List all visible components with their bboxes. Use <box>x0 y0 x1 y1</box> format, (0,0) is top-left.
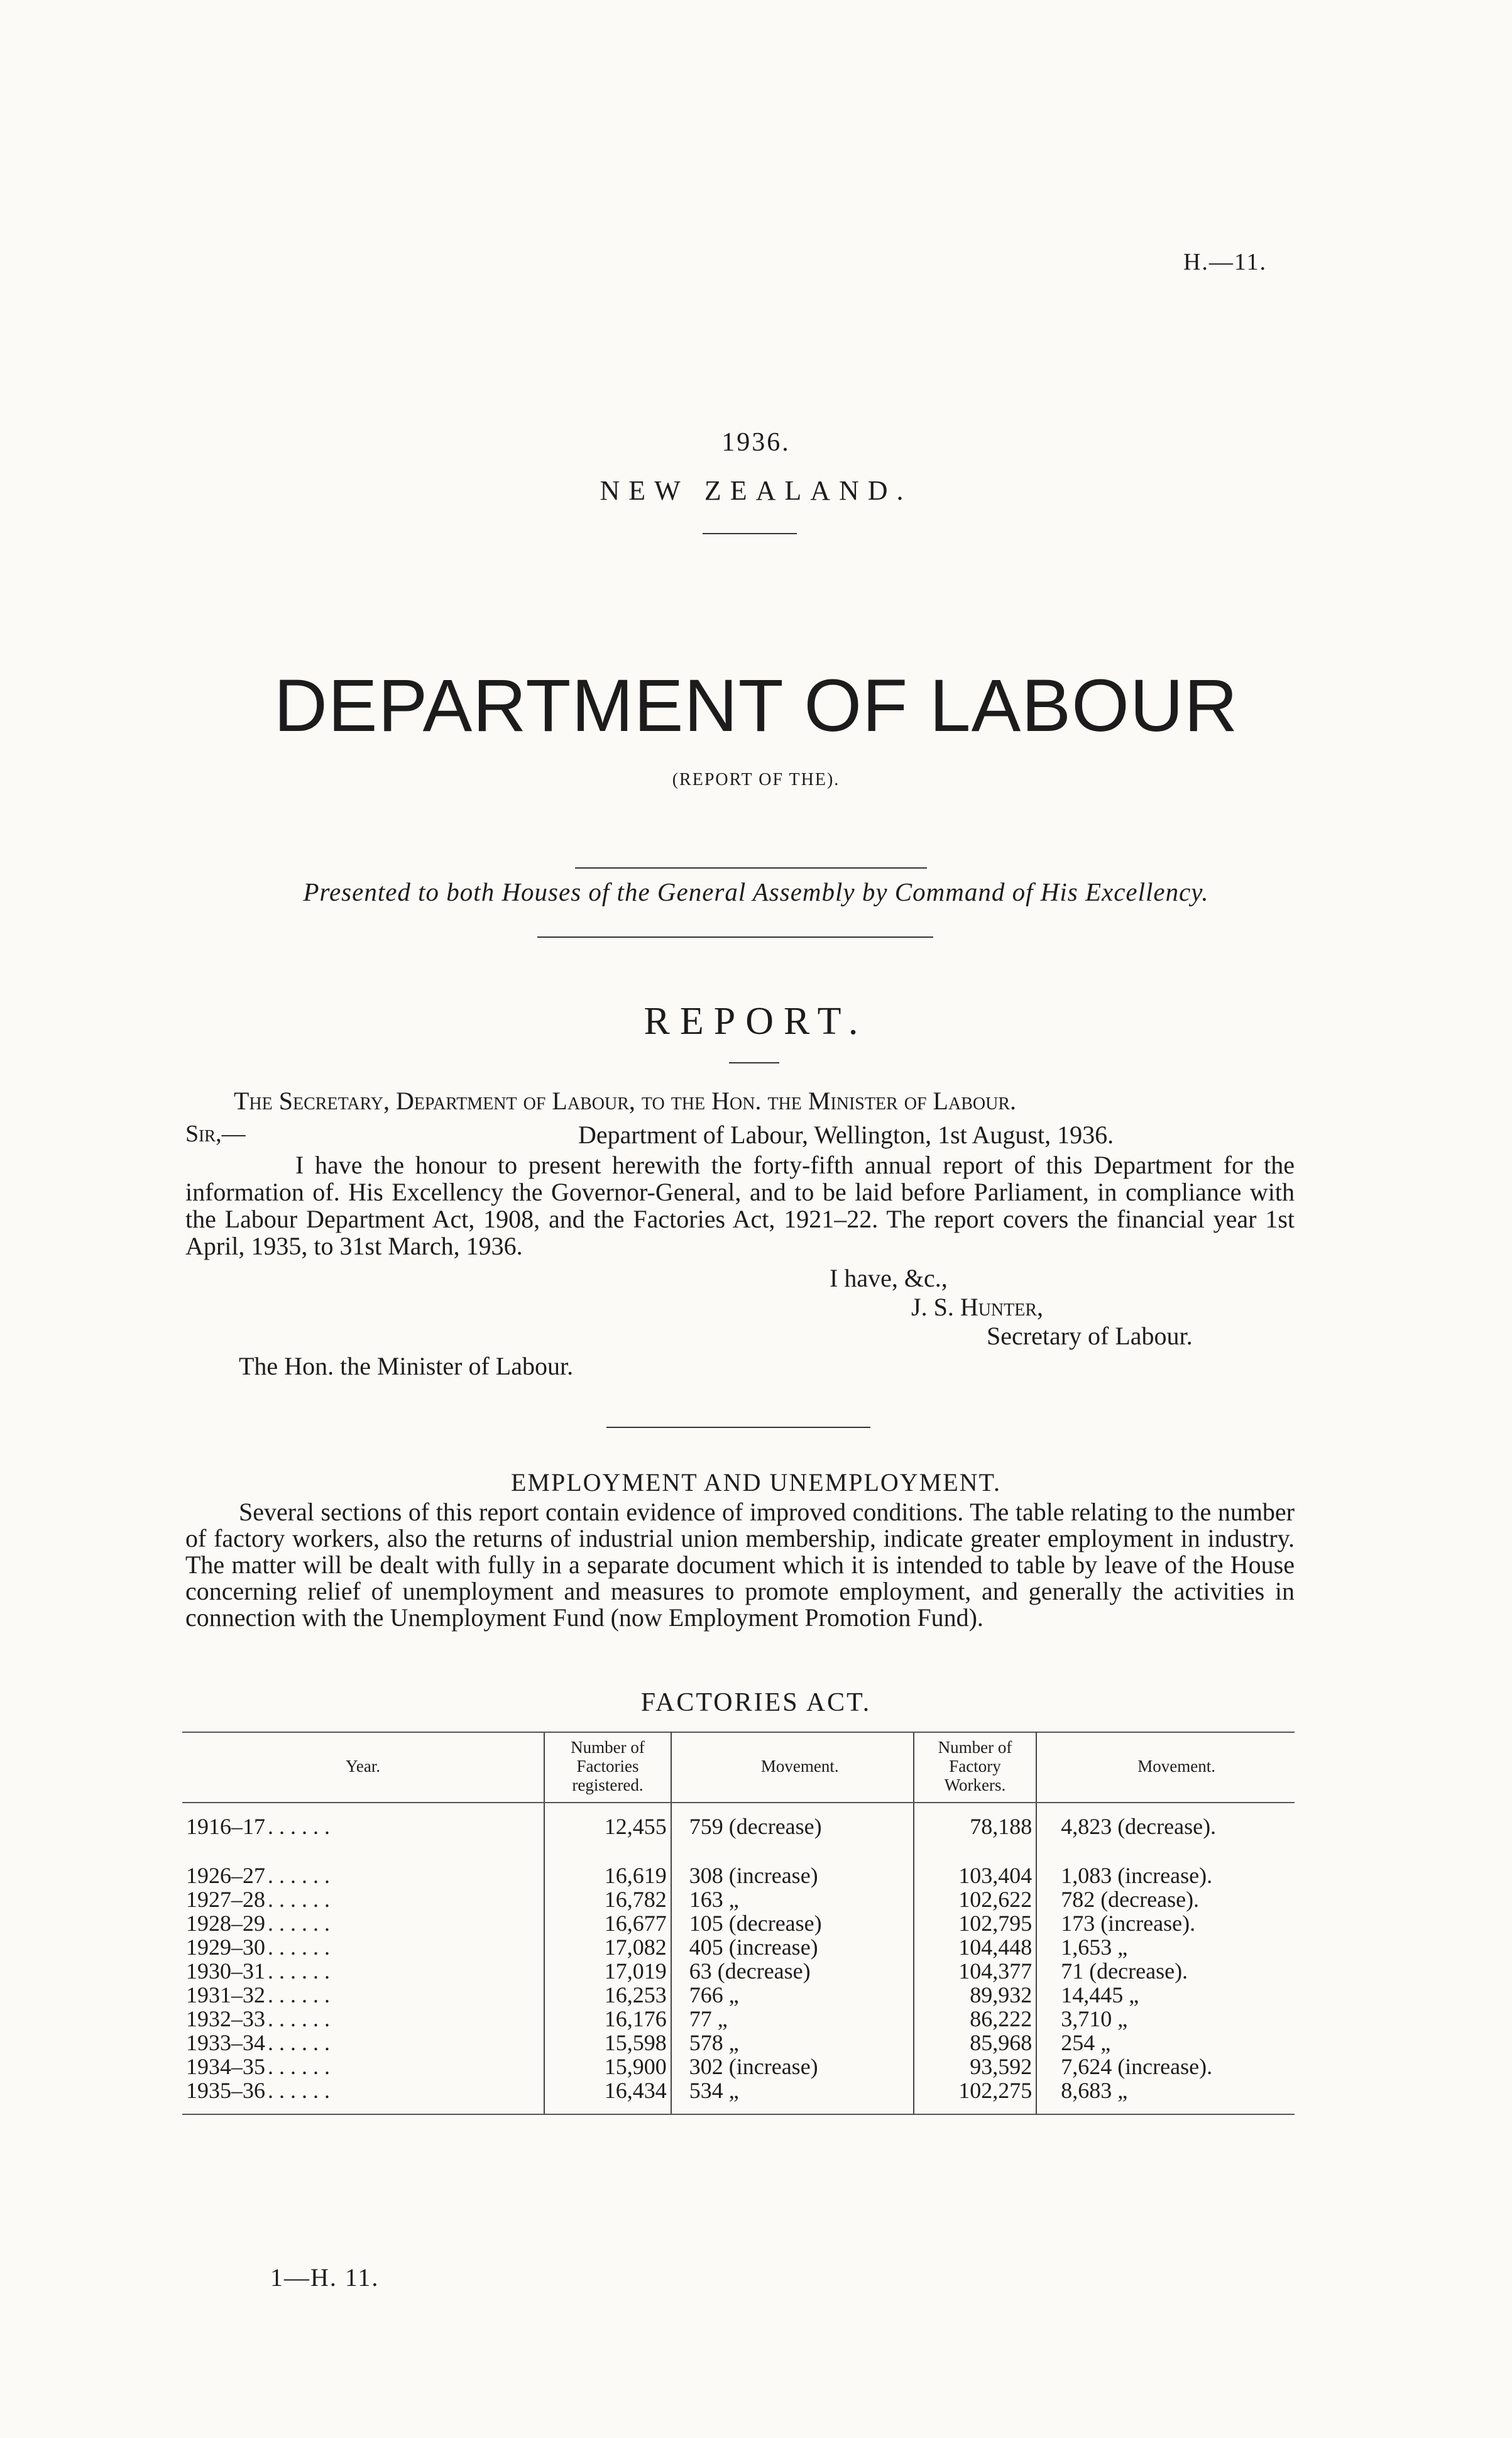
cell-factories: 16,782 <box>544 1887 671 1911</box>
cell-year <box>182 2007 544 2031</box>
year-label: 1916–17 <box>186 1814 265 1839</box>
leader-dots: . . . . . . <box>268 1887 330 1912</box>
cell-worker-movement: 7,624 (increase). <box>1061 2054 1213 2079</box>
table-row <box>182 1887 1295 1911</box>
cell-worker-movement: 1,083 (increase). <box>1061 1863 1213 1888</box>
cell-workers: 93,592 <box>914 2055 1036 2078</box>
cell-year <box>182 1803 544 1864</box>
cell-year <box>182 1959 544 1983</box>
table-row <box>182 2055 1295 2078</box>
cell-factories: 16,176 <box>544 2007 671 2031</box>
cell-year <box>182 2055 544 2078</box>
column-header-year: Year. <box>182 1732 544 1803</box>
column-header-movement: Movement. <box>671 1732 914 1803</box>
cell-worker-movement: 8,683 „ <box>1036 2078 1295 2114</box>
section-body <box>185 1499 1295 1631</box>
leader-dots: . . . . . . <box>268 1982 330 2007</box>
page-code: H.—11. <box>1183 249 1267 275</box>
cell-year <box>182 2078 544 2114</box>
cell-year <box>182 1983 544 2007</box>
footer-code: 1—H. 11. <box>270 2263 380 2292</box>
cell-year <box>182 1864 544 1887</box>
column-header-workers: Number of Factory Workers. <box>914 1732 1036 1803</box>
cell-worker-movement: 254 „ <box>1061 2030 1111 2055</box>
cell-factory-movement: 766 „ <box>689 1982 739 2007</box>
year-label: 1934–35 <box>186 2054 265 2079</box>
letter-signatory: J. S. Hunter, <box>911 1293 1044 1321</box>
publication-year: 1936. <box>721 428 791 457</box>
cell-factories: 16,677 <box>544 1911 671 1935</box>
cell-factory-movement: 759 (decrease) <box>689 1814 822 1839</box>
cell-worker-movement: 4,823 (decrease). <box>1061 1814 1217 1839</box>
cell-factory-movement: 77 „ <box>689 2006 728 2031</box>
year-label: 1931–32 <box>186 1982 265 2007</box>
page-subtitle: (REPORT OF THE). <box>672 770 840 789</box>
table-row <box>182 1959 1295 1983</box>
cell-factories: 15,900 <box>544 2055 671 2078</box>
cell-workers: 102,622 <box>914 1887 1036 1911</box>
year-label: 1930–31 <box>186 1958 265 1984</box>
table-row <box>182 1803 1295 1864</box>
letter-addressee: The Hon. the Minister of Labour. <box>239 1352 574 1380</box>
table-title: FACTORIES ACT. <box>640 1688 872 1717</box>
cell-worker-movement: 71 (decrease). <box>1061 1958 1188 1984</box>
cell-factory-movement: 302 (increase) <box>689 2054 818 2079</box>
table-header-row <box>182 1732 1295 1803</box>
report-heading: REPORT. <box>644 1000 868 1043</box>
table-row <box>182 1983 1295 2007</box>
cell-factory-movement: 534 „ <box>671 2078 914 2114</box>
table-row <box>182 1911 1295 1935</box>
leader-dots: . . . . . . <box>268 2006 330 2031</box>
leader-dots: . . . . . . <box>268 2030 330 2055</box>
cell-year <box>182 2031 544 2055</box>
cell-factories: 16,434 <box>544 2078 671 2114</box>
table-row <box>182 1864 1295 1887</box>
year-label: 1928–29 <box>186 1911 265 1936</box>
year-label: 1932–33 <box>186 2006 265 2031</box>
cell-workers: 102,795 <box>914 1911 1036 1935</box>
cell-factory-movement: 163 „ <box>689 1887 739 1912</box>
divider <box>575 867 927 869</box>
leader-dots: . . . . . . <box>268 1911 330 1936</box>
table-row <box>182 2007 1295 2031</box>
factories-table <box>182 1732 1295 2115</box>
cell-factories: 16,619 <box>544 1864 671 1887</box>
leader-dots: . . . . . . <box>268 2054 330 2079</box>
cell-workers: 102,275 <box>914 2078 1036 2114</box>
cell-workers: 103,404 <box>914 1864 1036 1887</box>
cell-factory-movement: 405 (increase) <box>689 1935 818 1960</box>
year-label: 1927–28 <box>186 1887 265 1912</box>
cell-year <box>182 1935 544 1959</box>
cell-workers: 104,448 <box>914 1935 1036 1959</box>
table-row <box>182 2031 1295 2055</box>
cell-worker-movement: 14,445 „ <box>1061 1982 1139 2007</box>
column-header-factories: Number of Factories registered. <box>544 1732 671 1803</box>
cell-workers: 86,222 <box>914 2007 1036 2031</box>
leader-dots: . . . . . . <box>268 1863 330 1888</box>
cell-year <box>182 1911 544 1935</box>
letter-closing: I have, &c., <box>830 1264 948 1292</box>
year-label: 1926–27 <box>186 1863 265 1888</box>
letter-dateline: Department of Labour, Wellington, 1st August, 1936. <box>578 1121 1114 1149</box>
country-heading: NEW ZEALAND. <box>600 475 912 506</box>
cell-factory-movement: 578 „ <box>689 2030 739 2055</box>
table-row <box>182 2078 1295 2114</box>
page-title: DEPARTMENT OF LABOUR <box>273 664 1239 747</box>
cell-workers: 104,377 <box>914 1959 1036 1983</box>
cell-workers: 85,968 <box>914 2031 1036 2055</box>
letter-body-text: I have the honour to present herewith the forty-fifth annual report of this Department for the information of. His Excellency the Governor-General, and to be laid before Parliament, in compliance with the Labour Department Act, 1908, and the Factories Act, 1921–22. The report covers the financial year 1st April, 1935, to 31st March, 1936. <box>185 1151 1295 1260</box>
cell-year <box>182 1887 544 1911</box>
leader-dots: . . . . . . <box>268 2078 330 2103</box>
divider <box>703 533 797 534</box>
cell-factory-movement: 308 (increase) <box>689 1863 818 1888</box>
section-heading: EMPLOYMENT AND UNEMPLOYMENT. <box>510 1468 1002 1496</box>
year-label: 1933–34 <box>186 2030 265 2055</box>
cell-worker-movement: 3,710 „ <box>1061 2006 1128 2031</box>
cell-factories: 17,082 <box>544 1935 671 1959</box>
year-label: 1929–30 <box>186 1935 265 1960</box>
cell-factory-movement: 63 (decrease) <box>689 1958 811 1984</box>
cell-factories: 16,253 <box>544 1983 671 2007</box>
cell-factory-movement: 105 (decrease) <box>689 1911 822 1936</box>
cell-worker-movement: 1,653 „ <box>1061 1935 1128 1960</box>
cell-factories: 15,598 <box>544 2031 671 2055</box>
cell-factories: 17,019 <box>544 1959 671 1983</box>
divider <box>729 1062 779 1063</box>
letter-address: The Secretary, Department of Labour, to the Hon. the Minister of Labour. <box>234 1087 1017 1115</box>
presented-line: Presented to both Houses of the General Assembly by Command of His Excellency. <box>303 877 1209 906</box>
letter-salutation: Sir,— <box>185 1121 246 1147</box>
divider <box>537 936 933 938</box>
cell-factories: 12,455 <box>544 1803 671 1864</box>
year-label: 1935–36 <box>186 2078 265 2103</box>
cell-worker-movement: 782 (decrease). <box>1061 1887 1200 1912</box>
letter-signatory-title: Secretary of Labour. <box>987 1322 1193 1350</box>
letter-body <box>185 1151 1295 1260</box>
cell-workers: 89,932 <box>914 1983 1036 2007</box>
leader-dots: . . . . . . <box>268 1814 330 1839</box>
column-header-movement: Movement. <box>1036 1732 1295 1803</box>
leader-dots: . . . . . . <box>268 1958 330 1984</box>
section-body-text: Several sections of this report contain evidence of improved conditions. The table relating to the number of factory workers, also the returns of industrial union membership, indicate greater employment in industry. The matter will be dealt with fully in a separate document which it is intended to table by leave of the House concerning relief of unemployment and measures to promote employment, and generally the activities in connection with the Unemployment Fund (now Employment Promotion Fund). <box>185 1498 1295 1632</box>
divider <box>606 1427 870 1428</box>
table-row <box>182 1935 1295 1959</box>
leader-dots: . . . . . . <box>268 1935 330 1960</box>
cell-worker-movement: 173 (increase). <box>1061 1911 1196 1936</box>
cell-workers: 78,188 <box>914 1803 1036 1864</box>
